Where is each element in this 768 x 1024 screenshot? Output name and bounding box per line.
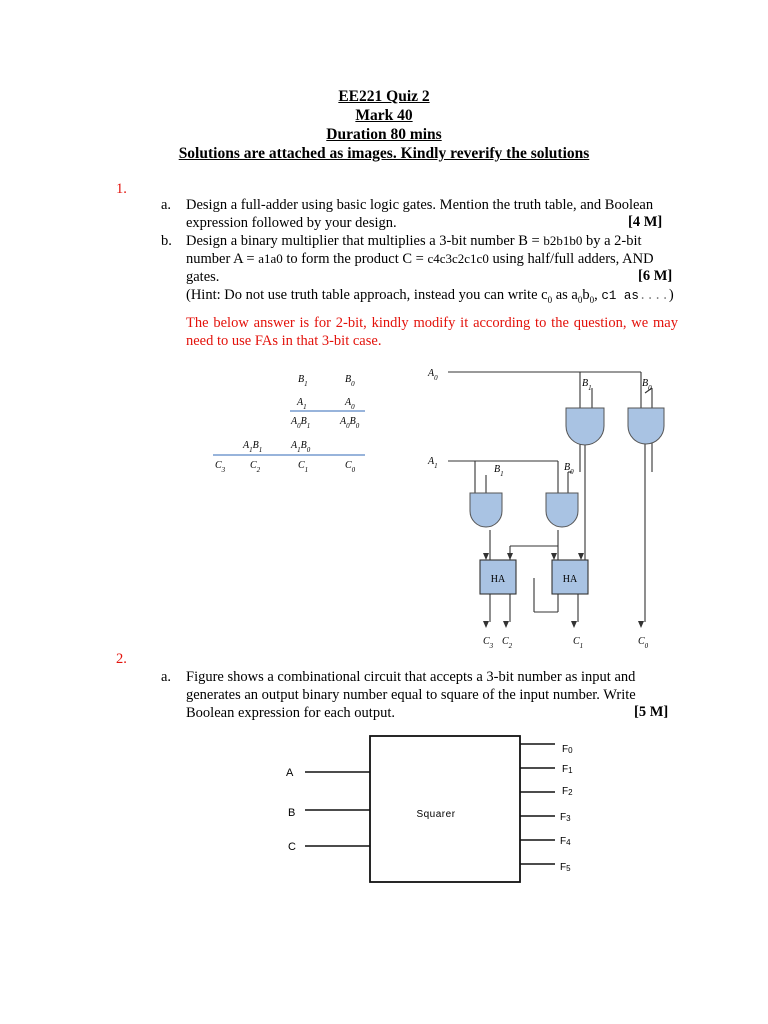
- multiplication-diagram: [195, 365, 390, 475]
- q1a-marks: [4 M]: [628, 214, 663, 230]
- mult-a1b0: $A_1B_0$: [291, 440, 311, 454]
- squarer-input-c: C: [288, 841, 296, 853]
- mult-a1b1: $A_1B_1$: [243, 440, 263, 454]
- squarer-input-a: A: [286, 767, 294, 779]
- circuit-b0-top: $B_0$: [642, 378, 652, 392]
- multiplier-circuit: [420, 360, 690, 655]
- circuit-b0: $B_0$: [564, 462, 574, 476]
- mult-c3: $C_3$: [215, 460, 226, 474]
- mult-c1: $C_1$: [298, 460, 309, 474]
- q2a-text: Figure shows a combinational circuit that accepts a 3-bit number as input and generates an output binary number equal to square of the input number. Write Boolean expression for each output.: [186, 669, 636, 721]
- circuit-b1: $B_1$: [494, 464, 504, 478]
- mult-a0b1: $A_0B_1$: [291, 416, 311, 430]
- squarer-label: Squarer: [416, 809, 456, 820]
- quiz-title: EE221 Quiz 2: [338, 88, 430, 105]
- q1a-label: a.: [161, 197, 172, 213]
- and-gate-a0b1: [566, 408, 604, 445]
- squarer-output-f2: F2: [562, 786, 573, 797]
- and-gate-a1b0: [546, 493, 578, 527]
- squarer-output-f5: F5: [560, 862, 571, 873]
- question-1-number: 1.: [116, 181, 127, 197]
- answer-note: The below answer is for 2-bit, kindly modify it according to the question, we may need to use FAs in that 3-bit case.: [186, 315, 678, 349]
- circuit-c3: $C_3$: [483, 636, 494, 650]
- mult-c2: $C_2$: [250, 460, 261, 474]
- and-gate-a1b1: [470, 493, 502, 527]
- mult-c0: $C_0$: [345, 460, 356, 474]
- q1b-text: Design a binary multiplier that multiplies a 3-bit number B = b2b1b0 by a 2-bit number A = a1a0 to form the product C = c4c3c2c1c0 using half/full adders, AND gates. (Hint: Do not use truth table approach, instead you can write $c_0$ as $a_0b_0$, c1 as....): [186, 233, 674, 305]
- q2a-label: a.: [161, 669, 172, 685]
- quiz-note: Solutions are attached as images. Kindly reverify the solutions: [178, 145, 590, 162]
- q2a-marks: [5 M]: [634, 704, 669, 720]
- squarer-output-f3: F3: [560, 812, 571, 823]
- circuit-c0: $C_0$: [638, 636, 649, 650]
- mult-a1: $A_1$: [297, 397, 307, 411]
- circuit-a0: $A_0$: [428, 368, 438, 382]
- mult-b0: $B_0$: [345, 374, 355, 388]
- quiz-duration: Duration 80 mins: [326, 126, 442, 143]
- squarer-output-f1: F1: [562, 764, 573, 775]
- circuit-b1-top: $B_1$: [582, 378, 592, 392]
- squarer-output-f0: F0: [562, 744, 573, 755]
- q1b-marks: [6 M]: [638, 268, 673, 284]
- squarer-input-b: B: [288, 807, 296, 819]
- mult-b1: $B_1$: [298, 374, 308, 388]
- ha-1-label: HA: [490, 574, 506, 585]
- squarer-output-f4: F4: [560, 836, 571, 847]
- circuit-c1: $C_1$: [573, 636, 584, 650]
- q1b-label: b.: [161, 233, 172, 249]
- squarer-diagram: [270, 728, 590, 888]
- circuit-a1: $A_1$: [428, 456, 438, 470]
- mult-a0b0: $A_0B_0$: [340, 416, 360, 430]
- circuit-c2: $C_2$: [502, 636, 513, 650]
- ha-2-label: HA: [562, 574, 578, 585]
- quiz-mark: Mark 40: [355, 107, 413, 124]
- q1a-text: Design a full-adder using basic logic gates. Mention the truth table, and Boolean expression followed by your design.: [186, 197, 654, 231]
- question-2-number: 2.: [116, 651, 127, 667]
- mult-a0: $A_0$: [345, 397, 355, 411]
- and-gate-a0b0: [628, 408, 664, 444]
